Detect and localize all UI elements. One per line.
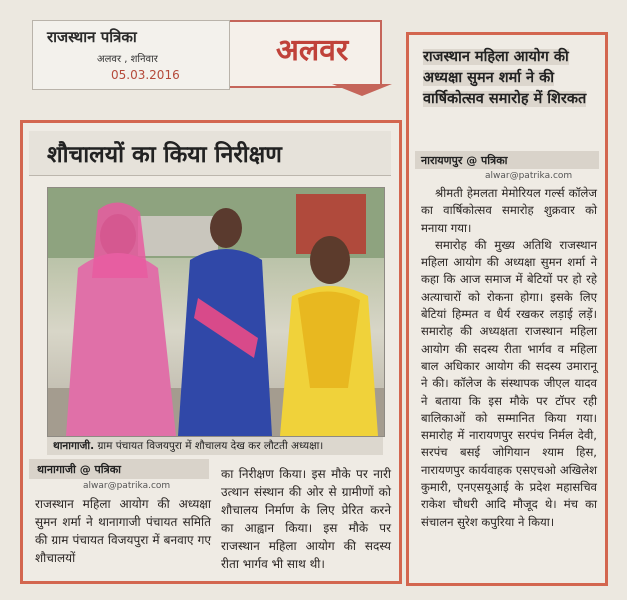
story-headline: शौचालयों का किया निरीक्षण (47, 142, 282, 168)
newspaper-name: राजस्थान पत्रिका (47, 28, 137, 46)
story-headline (423, 47, 599, 110)
photo-caption (47, 437, 383, 455)
photo-person-right (280, 236, 378, 436)
dateline: थानागाजी @ पत्रिका (37, 463, 122, 476)
byline-bar (29, 459, 209, 479)
city-banner (230, 20, 382, 88)
reporter-email: alwar@patrika.com (83, 481, 171, 491)
story-paragraph-2: समारोह की मुख्य अतिथि राजस्थान महिला आयोग की अध्यक्षा सुमन शर्मा ने कहा कि आज समाज में बेटियों पर हो रहे अत्याचारों को रोकना होगा। इसके लिए बेटियां हिम्मत व धैर्य रखकर लड़ाई लड़ें। समारोह की अध्यक्षता राजस्थान महिला आयोग की सदस्य रीता भार्गव व महिला बाल अधिकार आयोग की सदस्य उमारानू ने की। कॉलेज के संस्थापक जीएल यादव ने बताया कि इस मौके पर टॉपर रही बालिकाओं को सम्मानित किया गया। समारोह में नारायणपुर सरपंच निर्मल देवी, सरपंच बसई जोगियान श्याम हिस, नारायणपुर कार्यवाहक एसएचओ अखिलेश कुमारी, एनएसयूआई के प्रदेश महासचिव राकेश चौधरी आदि मौजूद थे। मंच का संचालन सुरेश कपुरिया ने किया। (421, 237, 597, 529)
city-name: अलवर (276, 33, 349, 68)
caption-place: थानागाजी. (53, 440, 95, 452)
story-body (421, 185, 597, 531)
caption-text: ग्राम पंचायत विजयपुरा में शौचालय देख कर लौटती अध्यक्षा। (94, 440, 324, 452)
story-paragraph-1: श्रीमती हेमलता मेमोरियल गर्ल्स कॉलेज का वार्षिकोत्सव समारोह शुक्रवार को मनाया गया। (421, 186, 597, 235)
masthead (32, 20, 384, 92)
news-photo (47, 187, 385, 437)
toilet-inspection-story (20, 120, 402, 584)
story-column-1: राजस्थान महिला आयोग की अध्यक्षा सुमन शर्मा ने थानागाजी पंचायत समिति की ग्राम पंचायत विजयपुरा में बनवाए गए शौचालयों (35, 497, 211, 565)
annual-function-story (406, 32, 608, 586)
byline-bar (415, 151, 599, 169)
banner-pointer (332, 84, 392, 96)
headline-text: राजस्थान महिला आयोग की अध्यक्षा सुमन शर्मा ने की वार्षिकोत्सव समारोह में शिरकत (423, 49, 587, 107)
headline-bar (29, 131, 391, 176)
photo-illustration (48, 188, 384, 436)
reporter-email: alwar@patrika.com (485, 171, 573, 181)
photo-vehicle (138, 216, 218, 256)
issue-date: 05.03.2016 (111, 68, 180, 82)
edition-day: अलवर , शनिवार (97, 54, 158, 65)
story-column-2: का निरीक्षण किया। इस मौके पर नारी उत्थान संस्थान की ओर से ग्रामीणों को शौचालय निर्माण के लिए प्रेरित करने का आह्वान किया। इस मौके पर राजस्थान महिला आयोग की सदस्य रीता भार्गव भी साथ थी। (221, 467, 391, 571)
masthead-brand-box (32, 20, 230, 90)
dateline: नारायणपुर @ पत्रिका (421, 154, 508, 167)
